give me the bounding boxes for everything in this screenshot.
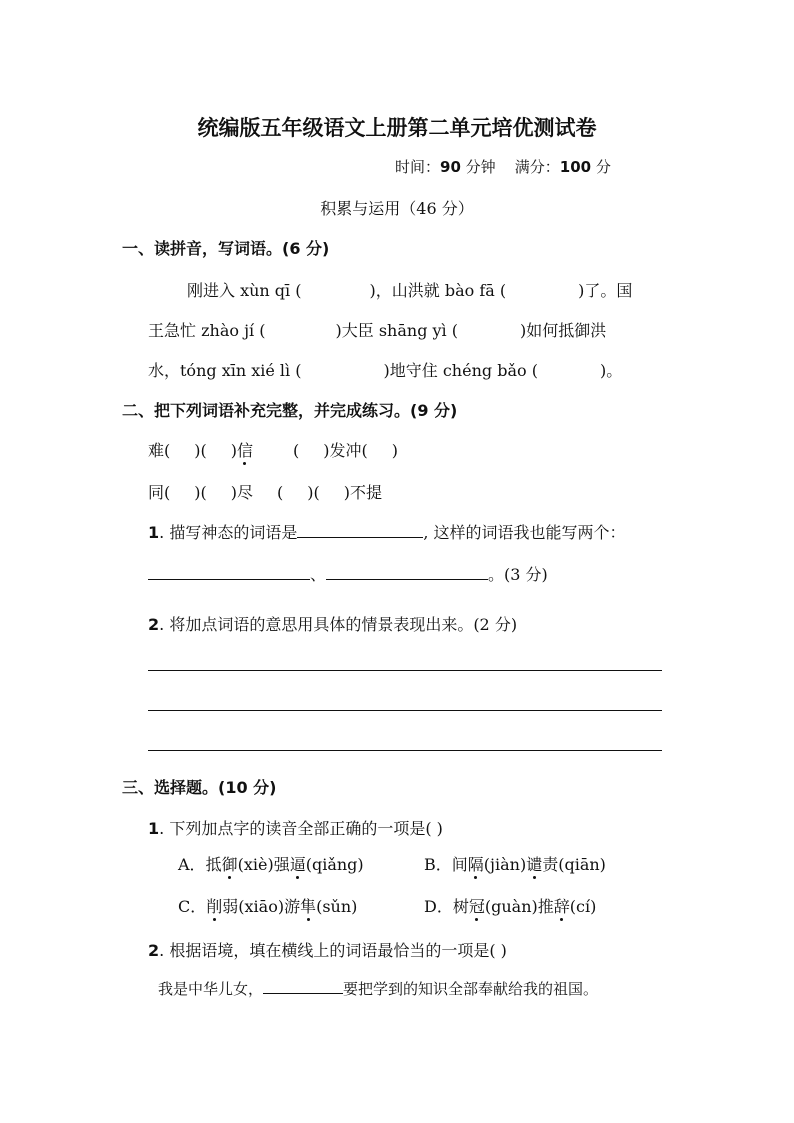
pinyin-line-1 bbox=[187, 278, 632, 301]
q2-1-answer-blank-3[interactable] bbox=[326, 565, 488, 580]
option-a[interactable] bbox=[178, 852, 364, 875]
time-label: 时间： bbox=[395, 158, 441, 176]
option-c-label: C． bbox=[178, 897, 207, 916]
option-a-dotted-1: 御 bbox=[221, 855, 238, 874]
word1-part1: 难( bbox=[148, 441, 171, 460]
option-d[interactable] bbox=[424, 894, 596, 917]
q2-1-separator: 、 bbox=[310, 565, 327, 584]
word4-part1: ( bbox=[276, 483, 284, 502]
q3-2-text: . 根据语境，填在横线上的词语最恰当的一项是( ) bbox=[159, 941, 507, 960]
pinyin-line-3 bbox=[148, 358, 622, 381]
q3-2-sentence-b: 要把学到的知识全部奉献给我的祖国。 bbox=[343, 980, 599, 998]
score-unit: 分 bbox=[595, 158, 611, 176]
time-unit: 分钟 bbox=[465, 158, 496, 176]
word4-part3: )不提 bbox=[343, 483, 382, 502]
q2-1-answer-blank[interactable] bbox=[297, 523, 423, 538]
pinyin-line-1c: )了。国 bbox=[578, 281, 633, 300]
answer-line-3[interactable] bbox=[148, 750, 662, 751]
section3-heading: 三、选择题。(10 分) bbox=[122, 778, 277, 797]
answer-line-1[interactable] bbox=[148, 670, 662, 671]
word3-part1: 同( bbox=[148, 483, 171, 502]
word-row-2 bbox=[148, 480, 382, 503]
question-2-2 bbox=[148, 612, 517, 635]
time-value: 90 bbox=[440, 158, 461, 176]
pinyin-line-3b: )地守住 chéng bǎo ( bbox=[383, 361, 538, 380]
option-c-pinyin-1: 弱(xiāo)游 bbox=[222, 897, 301, 916]
option-d-pinyin-1: (guàn)推 bbox=[484, 897, 554, 916]
q3-2-sentence-a: 我是中华儿女， bbox=[158, 980, 264, 998]
option-c-pinyin-2: (sǔn) bbox=[316, 897, 358, 916]
pinyin-line-2 bbox=[148, 318, 606, 341]
option-d-label: D． bbox=[424, 897, 453, 916]
option-b-label: B． bbox=[424, 855, 452, 874]
option-b[interactable] bbox=[424, 852, 606, 875]
page-title: 统编版五年级语文上册第二单元培优测试卷 bbox=[197, 116, 597, 140]
word1-part3: ) bbox=[230, 441, 237, 460]
option-a-pinyin-2: (qiǎng) bbox=[305, 855, 364, 874]
pinyin-line-1b: )，山洪就 bào fā ( bbox=[369, 281, 507, 300]
q2-1-answer-blank-2[interactable] bbox=[148, 565, 310, 580]
option-b-dotted-2: 谴 bbox=[526, 855, 543, 874]
q2-2-text: . 将加点词语的意思用具体的情景表现出来。(2 分) bbox=[159, 615, 518, 634]
option-c-dotted-1: 削 bbox=[206, 897, 223, 916]
q2-2-number: 2 bbox=[148, 615, 160, 634]
pinyin-line-2b: )大臣 shāng yì ( bbox=[335, 321, 459, 340]
word1-dotted-char: 信 bbox=[236, 441, 253, 460]
question-3-2 bbox=[148, 938, 507, 961]
option-b-dotted-1: 隔 bbox=[467, 855, 484, 874]
option-a-label: A． bbox=[178, 855, 206, 874]
option-b-pinyin-2: 责(qiān) bbox=[542, 855, 606, 874]
score-value: 100 bbox=[559, 158, 592, 176]
option-a-dotted-2: 逼 bbox=[289, 855, 306, 874]
score-label: 满分： bbox=[514, 158, 560, 176]
q2-1-text-a: . 描写神态的词语是 bbox=[159, 523, 298, 542]
option-b-pinyin-1: (jiàn) bbox=[483, 855, 527, 874]
word2-part2: )发冲( bbox=[323, 441, 368, 460]
q3-1-text: . 下列加点字的读音全部正确的一项是( ) bbox=[159, 819, 443, 838]
q2-1-text-b: , 这样的词语我也能写两个： bbox=[423, 523, 626, 542]
question-3-1 bbox=[148, 816, 443, 839]
word4-part2: )( bbox=[307, 483, 320, 502]
option-b-char: 间 bbox=[451, 855, 468, 874]
pinyin-line-2a: 王急忙 zhào jí ( bbox=[148, 321, 266, 340]
section1-heading: 一、读拼音，写词语。(6 分) bbox=[122, 239, 330, 258]
word3-part2: )( bbox=[194, 483, 207, 502]
option-d-dotted-1: 冠 bbox=[468, 897, 485, 916]
q3-2-number: 2 bbox=[148, 941, 160, 960]
question-2-1-answers bbox=[148, 562, 548, 585]
option-a-char: 抵 bbox=[205, 855, 222, 874]
option-d-pinyin-2: (cí) bbox=[569, 897, 597, 916]
word-row-1 bbox=[148, 438, 398, 461]
pinyin-line-3a: 水，tóng xīn xié lì ( bbox=[148, 361, 302, 380]
option-a-pinyin-1: (xiè)强 bbox=[237, 855, 290, 874]
section2-heading: 二、把下列词语补充完整，并完成练习。(9 分) bbox=[122, 401, 458, 420]
pinyin-line-1a: 刚进入 xùn qī ( bbox=[187, 281, 302, 300]
q2-1-number: 1 bbox=[148, 523, 160, 542]
question-3-2-sentence bbox=[158, 978, 598, 999]
option-c-dotted-2: 隼 bbox=[300, 897, 317, 916]
part-subtitle: 积累与运用（46 分） bbox=[320, 199, 474, 218]
q2-1-score: 。(3 分) bbox=[488, 565, 548, 584]
question-2-1 bbox=[148, 520, 626, 543]
pinyin-line-3c: )。 bbox=[599, 361, 623, 380]
word1-part2: )( bbox=[194, 441, 207, 460]
word2-part3: ) bbox=[391, 441, 398, 460]
pinyin-line-2c: )如何抵御洪 bbox=[520, 321, 607, 340]
answer-line-2[interactable] bbox=[148, 710, 662, 711]
q3-1-number: 1 bbox=[148, 819, 160, 838]
word3-part3: )尽 bbox=[230, 483, 253, 502]
word2-part1: ( bbox=[293, 441, 300, 460]
option-d-dotted-2: 辞 bbox=[553, 897, 570, 916]
q3-2-answer-blank[interactable] bbox=[263, 979, 343, 994]
option-d-char: 树 bbox=[452, 897, 469, 916]
option-c[interactable] bbox=[178, 894, 357, 917]
exam-meta bbox=[395, 156, 611, 177]
